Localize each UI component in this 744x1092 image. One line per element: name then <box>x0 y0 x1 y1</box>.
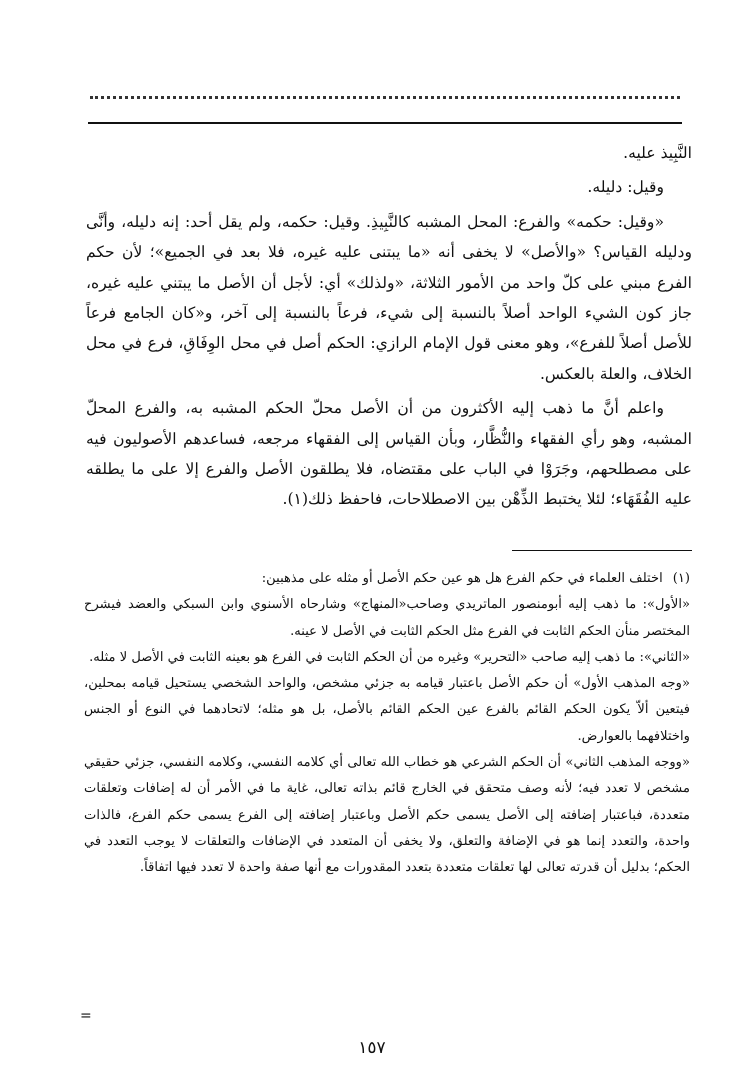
footnote-second-argument: «ووجه المذهب الثاني» أن الحكم الشرعي هو خطاب الله تعالى أي كلامه النفسي، وكلامه النفسي، جزئي حقيقي مشخص لا تعدد فيه؛ لأنه وصف متحقق في الخارج قائم بذاته تعالى، غاية ما في الأمر أن له إضافات وتعلقات متعددة، فباعتبار إضافته إلى الأصل يسمى حكم الأصل وباعتبار إضافته إلى الفرع يسمى حكم الفرع، فالذات واحدة، والتعدد إنما هو في الإضافة والتعلق، ولا يخفى أن المتعدد في الإضافات والتعلقات لا يوجب التعدد في الحكم؛ بدليل أن قدرته تعالى لها تعلقات متعددة بتعدد المقدورات مع أنها صفة واحدة لا تعدد فيها اتفاقاً. <box>84 755 690 876</box>
main-line-2: وقيل: دليله. <box>587 178 664 197</box>
footnotes <box>84 566 690 882</box>
footnote-intro: اختلف العلماء في حكم الفرع هل هو عين حكم الأصل أو مثله على مذهبين: <box>261 571 663 586</box>
footnote-second-view: «الثاني»: ما ذهب إليه صاحب «التحرير» وغيره من أن الحكم الثابت في الفرع هو بعينه الثابت في الأصل لا مثله. <box>89 649 690 665</box>
main-paragraph-2: واعلم أنَّ ما ذهب إليه الأكثرون من أن الأصل محلّ الحكم المشبه به، والفرع المحلّ المشبه، وهو رأي الفقهاء والنُّظَّار، وبأن القياس إلى الفقهاء مرجعه، فساعدهم الأصوليون فيه على مصطلحهم، وجَرَوْا في الباب على مقتضاه، فلا يطلقون الأصل والفرع إلا على ما يطلقه عليه الفُقَهَاء؛ لئلا يختبط الذِّهْن بين الاصطلاحات، فاحفظ ذلك(١). <box>86 399 692 509</box>
footnote-separator <box>512 550 692 551</box>
footnote-heading <box>84 566 690 592</box>
main-text <box>86 138 692 515</box>
footnote-number: (١) <box>672 571 690 586</box>
header-dotted-line <box>90 96 680 99</box>
main-paragraph-1: «وقيل: حكمه» والفرع: المحل المشبه كالنَّبِيذِ. وقيل: حكمه، ولم يقل أحد: إنه دليله، وأنَّى ودليله القياس؟ «والأصل» لا يخفى أنه «ما يبتنى عليه غيره، فلا بعد في الجميع»؛ لأن حكم الفرع مبني على كلّ واحد من الأمور الثلاثة، «ولذلك» أي: لأجل أن الأصل ما يبتني عليه غيره، جاز كون الشيء الواحد أصلاً بالنسبة إلى شيء، فرعاً بالنسبة إلى آخر، و«كان الجامع فرعاً للأصل أصلاً للفرع»، وهو معنى قول الإمام الرازي: الحكم أصل في محل الوِفَاقِ، فرع في محل الخلاف، والعلة بالعكس. <box>86 212 693 383</box>
page-number: ١٥٧ <box>358 1038 386 1058</box>
footnote-first-argument: «وجه المذهب الأول» أن حكم الأصل باعتبار قيامه به جزئي مشخص، والواحد الشخصي يستحيل قيامه بمحلين، فيتعين ألاّ يكون الحكم القائم بالفرع عين الحكم القائم بالأصل، بل هو مثله؛ لاتحادهما في النوع أو الجنس واختلافهما بالعوارض. <box>84 676 690 744</box>
footnote-continuation-mark: = <box>80 1008 92 1024</box>
footnote-first-view: «الأول»: ما ذهب إليه أبومنصور الماتريدي وصاحب«المنهاج» وشارحاه الأسنوي وابن السبكي والعضد فيشرح المختصر منأن الحكم الثابت في الفرع مثل الحكم الثابت في الأصل لا عينه. <box>84 597 690 639</box>
main-line-1: النَّبِيذ عليه. <box>623 144 692 162</box>
header-rule <box>88 122 682 124</box>
